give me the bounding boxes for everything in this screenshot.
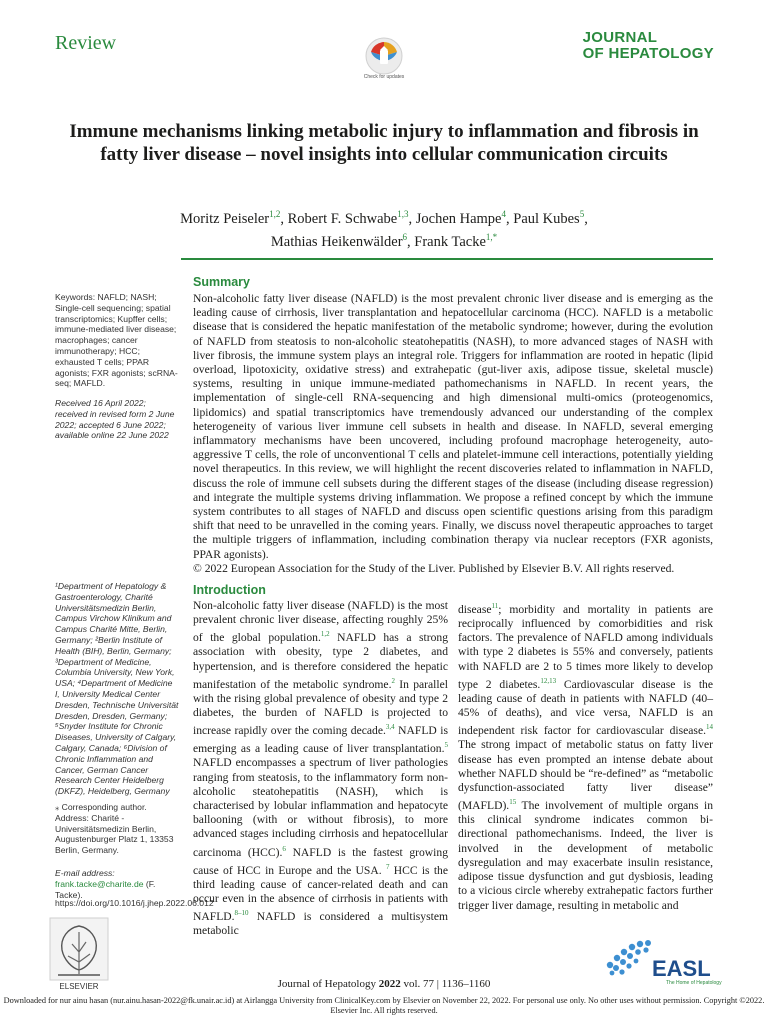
summary-heading: Summary: [193, 275, 250, 289]
header-divider: [181, 258, 713, 260]
citation-link[interactable]: 6: [282, 844, 286, 853]
author-affiliation[interactable]: 1,*: [485, 231, 498, 242]
download-notice: Downloaded for nur ainu hasan (nur.ainu.hasan-2022@fk.unair.ac.id) at Airlangga University from ClinicalKey.com by Elsevier on November 22, 2022. For personal use only. No other uses without permission. Copyright ©2022. Elsevier Inc. All rights reserved.: [3, 996, 765, 1015]
footer-year: 2022: [378, 978, 401, 990]
crossmark-label: Check for updates: [363, 74, 405, 80]
author-name: Moritz Peiseler: [180, 210, 270, 227]
crossmark-icon[interactable]: [364, 36, 404, 76]
citation-link[interactable]: 14: [706, 723, 713, 732]
author-name: Paul Kubes: [513, 210, 580, 227]
journal-line-1: JOURNAL: [582, 29, 658, 46]
author-name: Robert F. Schwabe: [287, 210, 398, 227]
footer-journal: Journal of Hepatology: [277, 978, 376, 990]
citation-link[interactable]: 5: [444, 741, 448, 750]
corresponding-author: ⁎ Corresponding author. Address: Charité - Universitätsmedizin Berlin, Augustenburger Platz 1, 13353 Berlin, Germany.: [55, 802, 174, 856]
paragraph-text: HCC is the third leading cause of cancer-related death and can occur even in the absence of cirrhosis in patients with NAFLD.: [193, 863, 448, 924]
article-title: Immune mechanisms linking metabolic injury to inflammation and fibrosis in fatty liver disease – novel insights into cellular communication circuits: [69, 121, 699, 165]
paragraph-text: NAFLD is emerging as a leading cause of liver transplantation.: [193, 724, 449, 756]
paragraph-text: NAFLD has a strong association with obesity, type 2 diabetes, and hypertension, and is therefore considered the hepatic manifestation of the metabolic syndrome.: [193, 631, 448, 691]
paragraph-text: The involvement of multiple organs in this clinical syndrome indicates common bi-directional pathomechanisms. Indeed, the liver is involved in the development of metabolic dysregulation and may exacerbate insulin resistance, adipose tissue dysfunction and gut dysbiosis, leading to a vicious circle whereby extrahepatic factors further trigger liver damage, resulting in metabolic and: [458, 799, 713, 912]
author-affiliation[interactable]: 6: [402, 231, 408, 242]
footer-separator: |: [436, 978, 439, 990]
summary-body: [193, 292, 713, 576]
affiliations: ¹Department of Hepatology & Gastroenterology, Charité Universitätsmedizin Berlin, Campus Virchow Klinikum and Campus Charité Mitte, Berlin, Germany; ²Berlin Institute of Health (BIH), Berlin, Germany; ³Department of Medicine, Columbia University, New York, USA; ⁴Department of Medicine I, University Medical Center Dresden, Technische Universität Dresden, Dresden, Germany; ⁵Snyder Institute for Chronic Diseases, University of Calgary, Calgary, Canada; ⁶Division of Chronic Inflammation and Cancer, German Cancer Research Center Heidelberg (DKFZ), Heidelberg, Germany: [55, 581, 179, 797]
received-dates: Received 16 April 2022; received in revised form 2 June 2022; accepted 6 June 2022; available online 22 June 2022: [55, 398, 175, 441]
paragraph-text: disease: [458, 602, 492, 616]
email-label: E-mail address:: [55, 868, 115, 878]
email-block: [55, 868, 179, 900]
email-link[interactable]: frank.tacke@charite.de: [55, 878, 144, 889]
footer-volume: vol. 77: [403, 978, 435, 990]
author-name: Jochen Hampe: [415, 210, 502, 227]
easl-wordmark: EASL: [652, 956, 711, 981]
paragraph-text: Non-alcoholic fatty liver disease (NAFLD) is the most prevalent chronic liver disease, affecting roughly 25% of the global population.: [193, 599, 448, 645]
intro-column-right: [458, 599, 713, 913]
paragraph-text: ; morbidity and mortality in patients are reciprocally influenced by comorbidities and risk factors. The prevalence of NAFLD among individuals with type 2 diabetes is 55% and conversely, patients with NAFLD are 2 to 5 times more likely to develop type 2 diabetes.: [458, 602, 713, 691]
author-list: Moritz Peiseler$^{1,2}$, Robert F. Schwabe$^{1,3}$, Jochen Hampe$^4$, Paul Kubes$^5$, Mathias Heikenwälder$^6$, Frank Tacke$^{1,*}$: [180, 209, 588, 250]
easl-logo-icon: [600, 935, 722, 986]
elsevier-wordmark: ELSEVIER: [59, 982, 99, 991]
keywords: Keywords: NAFLD; NASH; Single-cell sequencing; spatial transcriptomics; Kupffer cells; immune-mediated liver disease; macrophages; cancer immunotherapy; HCC; exhausted T cells; PPAR agonists; FXR agonists; scRNA-seq; MAFLD.: [55, 292, 178, 389]
paragraph-text: NAFLD is considered a multisystem metabolic: [193, 910, 448, 938]
author-affiliation[interactable]: 4: [501, 209, 506, 219]
citation-link[interactable]: 1,2: [320, 630, 330, 639]
citation-link[interactable]: 12,13: [540, 676, 557, 685]
citation-link[interactable]: 7: [385, 862, 390, 871]
paragraph-text: NAFLD is the fastest growing cause of HCC in Europe and the USA.: [193, 845, 448, 877]
paragraph-text: The strong impact of metabolic status on fatty liver disease has even prompted an intense debate about whether NAFLD should be “re-defined” as “metabolic dysfunction-associated fatty liver disease” (MAFLD).: [458, 738, 713, 813]
citation-link[interactable]: 15: [509, 798, 517, 807]
doi-link[interactable]: https://doi.org/10.1016/j.jhep.2022.06.012: [55, 898, 214, 908]
intro-column-left: [193, 599, 448, 938]
citation-link[interactable]: 3,4: [385, 723, 395, 732]
footer-pages: 1136–1160: [441, 978, 491, 990]
author-name: Frank Tacke: [414, 233, 486, 250]
journal-logo: [583, 30, 714, 62]
author-affiliation[interactable]: 5: [579, 209, 585, 219]
summary-text: Non-alcoholic fatty liver disease (NAFLD) is the most prevalent chronic liver disease and is emerging as the leading cause of cirrhosis, liver transplantation and hepatocellular carcinoma (HCC). NAFLD is a metabolic disease that is considered the hepatic manifestation of the metabolic syndrome; however, during the evolution of NAFLD from steatosis to non-alcoholic steatohepatitis (NASH), to more advanced stages of NASH with liver fibrosis, the immune system plays an integral role. Triggers for inflammation are rooted in hepatic (lipid overload, lipotoxicity, oxidative stress) and extrahepatic (gut-liver axis, adipose tissue, skeletal muscle) systems, resulting in unique immune-mediated pathomechanisms in NAFLD. In recent years, the implementation of single-cell RNA-sequencing and high dimensional multi-omics (proteogenomics, lipidomics) and spatial transcriptomics have tremendously advanced our understanding of the complex heterogeneity of various liver immune cell subsets in health and disease. In NAFLD, several emerging inflammatory mechanisms have been uncovered, including profound macrophage heterogeneity, auto-aggressive T cells, the role of unconventional T cells and platelet-immune cell interactions, potentially yielding novel therapeutics. In this review, we will highlight the recent discoveries related to inflammation in NAFLD, discuss the role of immune cell subsets during the different stages of the disease (including disease regression) and integrate the multiple systems driving inflammation. We propose a refined concept by which the immune system contributes to all stages of NAFLD and discuss open scientific questions arising from this paradigm shift that need to be unravelled in the coming years. Finally, we discuss novel therapeutic approaches to target the multiple triggers of inflammation, including combination therapy via nuclear receptors (FXR agonists, PPAR agonists).: [193, 292, 713, 561]
email-suffix: (F. Tacke).: [55, 878, 156, 900]
author-affiliation[interactable]: 1,3: [397, 209, 409, 219]
citation-link[interactable]: 2: [391, 676, 395, 685]
section-label: Review: [55, 32, 117, 54]
paragraph-text: In parallel with the rising global prevalence of obesity and type 2 diabetes, the burden of NAFLD is projected to increase rapidly over the coming decade.: [193, 677, 448, 738]
author-name: Mathias Heikenwälder: [270, 233, 403, 250]
citation-link[interactable]: 11: [491, 602, 499, 610]
paragraph-text: NAFLD encompasses a spectrum of liver pathologies ranging from steatosis, to the inflammatory form non-alcoholic steatohepatitis (NASH), which is characterised by lobular inflammation and hepatocyte ballooning (with or without fibrosis), to more advanced stages including cirrhosis and hepatocellular carcinoma (HCC).: [193, 756, 448, 859]
citation-link[interactable]: 8–10: [234, 909, 249, 918]
paragraph-text: Cardiovascular disease is the leading cause of death in patients with NAFLD (40–45% of deaths), and vice versa, NAFLD is an independent risk factor for cardiovascular disease.: [458, 677, 713, 738]
elsevier-logo-icon: [50, 918, 108, 980]
copyright: © 2022 European Association for the Study of the Liver. Published by Elsevier B.V. All rights reserved.: [193, 561, 675, 575]
easl-tagline: The Home of Hepatology: [666, 980, 722, 986]
journal-line-2: OF HEPATOLOGY: [582, 45, 714, 62]
introduction-heading: Introduction: [193, 583, 266, 597]
author-affiliation[interactable]: 1,2: [269, 209, 281, 219]
